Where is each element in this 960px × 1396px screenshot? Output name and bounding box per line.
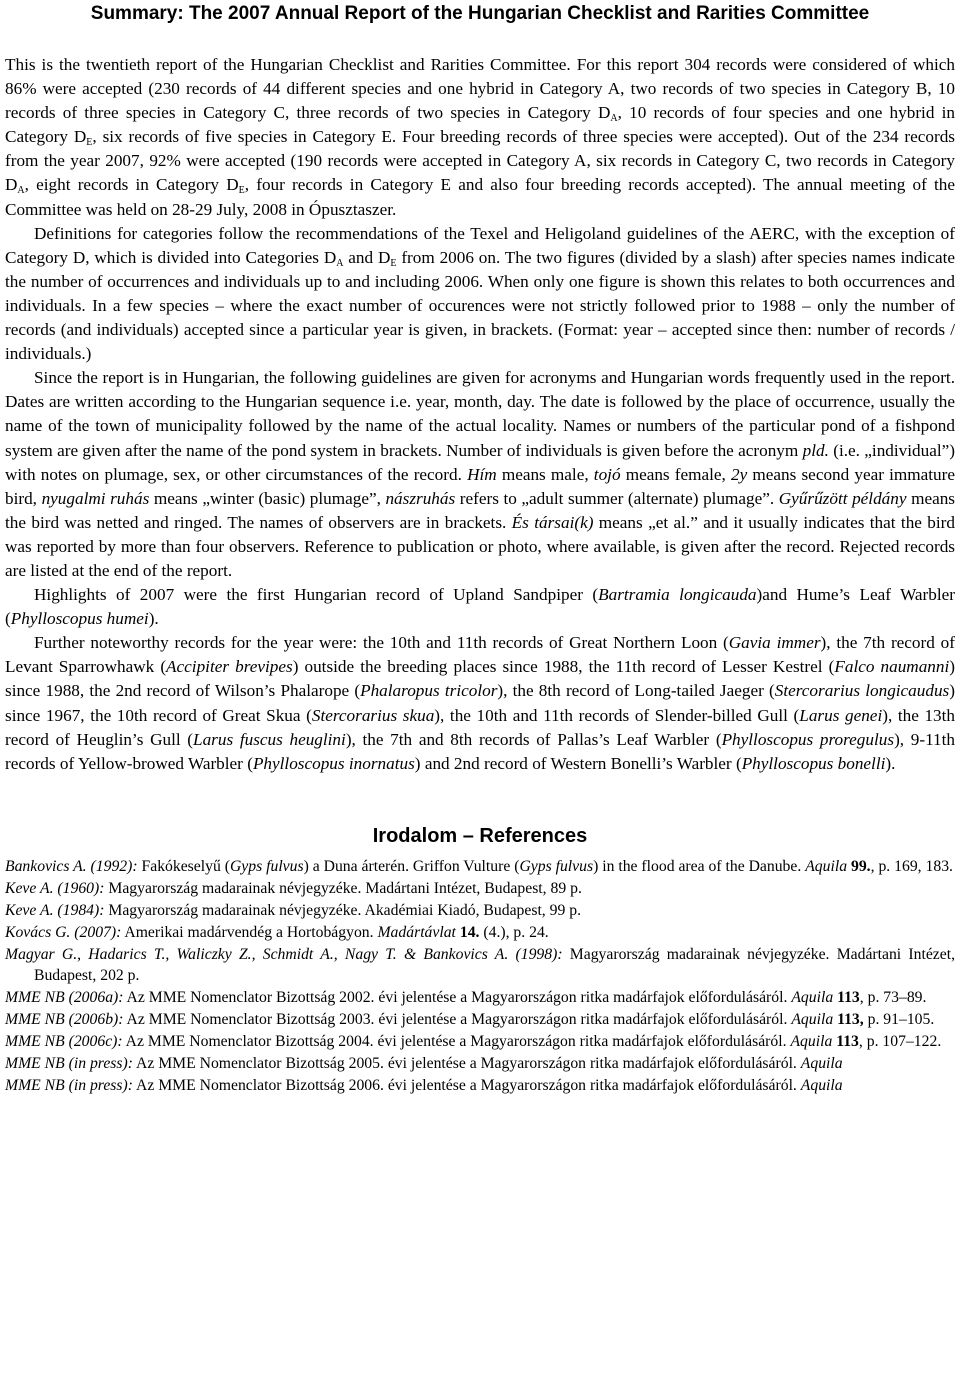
subscript-text: E bbox=[86, 137, 93, 149]
reference-entry bbox=[5, 878, 955, 900]
body-paragraph bbox=[5, 583, 955, 631]
body-paragraph bbox=[5, 53, 955, 222]
text-run: , p. 169, 183. bbox=[870, 857, 953, 875]
italic-text: Aquila bbox=[791, 989, 834, 1007]
text-run: means female, bbox=[620, 464, 732, 484]
italic-text: Keve A. (1960): bbox=[5, 879, 105, 897]
italic-text: És társai(k) bbox=[511, 512, 594, 532]
bold-text: 99. bbox=[850, 857, 871, 875]
italic-text: Hím bbox=[467, 464, 497, 484]
text-run: p. 91–105. bbox=[863, 1011, 935, 1029]
italic-text: Stercorarius longicaudus bbox=[774, 681, 950, 701]
text-run: ), the 13th record of Heuglin’s Gull ( bbox=[5, 705, 956, 749]
text-run: This is the twentieth report of the Hungarian Checklist and Rarities Committee. For this report 304 records were considered of which 86% were accepted (230 records of 44 different species and one hybrid in Category A, two records of two species in Category B, 10 records of three species in Category C, three records of two species in Category D bbox=[5, 55, 955, 123]
text-run: ) since 1967, the 10th record of Great Skua ( bbox=[5, 681, 955, 725]
subscript-text: A bbox=[17, 185, 25, 197]
text-run: , four records in Category E and also four breeding records accepted). The annual meeting of the Committee was held on 28-29 July, 2008 in Ópusztaszer. bbox=[5, 175, 955, 219]
italic-text: Aquila bbox=[805, 857, 848, 875]
italic-text: Gavia immer bbox=[728, 633, 821, 653]
text-run: ), the 7th and 8th records of Pallas’s Leaf Warbler ( bbox=[345, 729, 722, 749]
text-run: ), the 8th record of Long-tailed Jaeger ( bbox=[497, 681, 775, 701]
text-run: ), the 7th record of Levant Sparrowhawk ( bbox=[5, 633, 955, 677]
body-paragraph bbox=[5, 366, 955, 583]
text-run: ). bbox=[148, 609, 159, 629]
italic-text: Phylloscopus humei bbox=[10, 609, 149, 629]
reference-entry bbox=[5, 944, 955, 987]
reference-entry bbox=[5, 922, 955, 944]
text-run: Since the report is in Hungarian, the following guidelines are given for acronyms and Hungarian words frequently used in the report. Dates are written according to the Hungarian sequence i.e. year, month, day. The date is followed by the place of occurrence, usually the name of the town of municipality followed by the name of the actual locality. Names or numbers of the particular pond of a fishpond system are given after the name of the pond system in brackets. Number of individuals is given before the acronym bbox=[5, 368, 955, 460]
italic-text: Kovács G. (2007): bbox=[5, 923, 122, 941]
bold-text: 113 bbox=[836, 1033, 859, 1051]
italic-text: 2y bbox=[731, 464, 748, 484]
text-run: , p. 107–122. bbox=[858, 1033, 942, 1051]
reference-entry bbox=[5, 900, 955, 922]
text-run: Magyarország madarainak névjegyzéke. Akadémiai Kiadó, Budapest, 99 p. bbox=[104, 901, 582, 919]
text-run: ), the 10th and 11th records of Slender-billed Gull ( bbox=[434, 705, 800, 725]
italic-text: Gyps fulvus bbox=[229, 857, 304, 875]
reference-entry bbox=[5, 856, 955, 878]
italic-text: Phylloscopus proregulus bbox=[721, 729, 895, 749]
bold-text: 113, bbox=[837, 1011, 864, 1029]
text-run: (i.e. „individual”) with notes on plumage, sex, or other circumstances of the record. bbox=[5, 440, 955, 484]
italic-text: Accipiter brevipes bbox=[166, 657, 293, 677]
italic-text: Falco naumanni bbox=[834, 657, 950, 677]
text-run: ) and 2nd record of Western Bonelli’s Warbler ( bbox=[414, 753, 742, 773]
text-run: Magyarország madarainak névjegyzéke. Madártani Intézet, Budapest, 202 p. bbox=[34, 945, 955, 985]
italic-text: MME NB (2006a): bbox=[5, 989, 124, 1007]
text-run: Highlights of 2007 were the first Hungarian record of Upland Sandpiper ( bbox=[34, 585, 599, 605]
text-run: Magyarország madarainak névjegyzéke. Madártani Intézet, Budapest, 89 p. bbox=[104, 879, 582, 897]
reference-entry bbox=[5, 1031, 955, 1053]
italic-text: Phalaropus tricolor bbox=[360, 681, 498, 701]
text-run: (4.), p. 24. bbox=[479, 923, 549, 941]
italic-text: Phylloscopus inornatus bbox=[252, 753, 415, 773]
subscript-text: E bbox=[390, 257, 397, 269]
italic-text: Gyűrűzött példány bbox=[778, 488, 907, 508]
italic-text: pld. bbox=[802, 440, 829, 460]
italic-text: MME NB (in press): bbox=[5, 1077, 133, 1095]
italic-text: Larus fuscus heuglini bbox=[193, 729, 346, 749]
text-run: Further noteworthy records for the year were: the 10th and 11th records of Great Northern Loon ( bbox=[34, 633, 729, 653]
text-run: Az MME Nomenclator Bizottság 2006. évi jelentése a Magyarországon ritka madárfajok előfordulásáról. bbox=[132, 1077, 801, 1095]
text-run: ). bbox=[885, 753, 896, 773]
subscript-text: E bbox=[238, 185, 245, 197]
reference-entry bbox=[5, 1053, 955, 1075]
bold-text: 113 bbox=[837, 989, 860, 1007]
summary-body bbox=[5, 53, 955, 776]
text-run: Az MME Nomenclator Bizottság 2004. évi jelentése a Magyarországon ritka madárfajok előfordulásáról. bbox=[122, 1033, 791, 1051]
italic-text: nászruhás bbox=[385, 488, 456, 508]
text-run: and D bbox=[343, 247, 391, 267]
italic-text: Bartramia longicauda bbox=[598, 585, 757, 605]
italic-text: Aquila bbox=[800, 1077, 843, 1095]
italic-text: Phylloscopus bonelli bbox=[741, 753, 886, 773]
text-run: )and Hume’s Leaf Warbler ( bbox=[5, 585, 955, 629]
references-heading: Irodalom – References bbox=[372, 824, 588, 847]
text-run: Az MME Nomenclator Bizottság 2005. évi jelentése a Magyarországon ritka madárfajok előfordulásáról. bbox=[132, 1055, 801, 1073]
subscript-text: A bbox=[610, 113, 618, 125]
body-paragraph bbox=[5, 222, 955, 367]
page-title: Summary: The 2007 Annual Report of the Hungarian Checklist and Rarities Committee bbox=[90, 3, 870, 24]
italic-text: MME NB (2006c): bbox=[5, 1033, 123, 1051]
reference-entry bbox=[5, 1075, 955, 1097]
text-run: Az MME Nomenclator Bizottság 2002. évi jelentése a Magyarországon ritka madárfajok előfordulásáról. bbox=[123, 989, 792, 1007]
text-run: , six records of five species in Category E. Four breeding records of three species were accepted). Out of the 234 records from the year 2007, 92% were accepted (190 records were accepted in Category A, six records in Category C, two records in Category D bbox=[5, 127, 955, 195]
italic-text: Keve A. (1984): bbox=[5, 901, 105, 919]
italic-text: nyugalmi ruhás bbox=[41, 488, 150, 508]
italic-text: Aquila bbox=[791, 1011, 834, 1029]
italic-text: Aquila bbox=[800, 1055, 843, 1073]
text-run: means second year immature bird, bbox=[5, 464, 955, 508]
italic-text: Bankovics A. (1992): bbox=[5, 857, 138, 875]
text-run: Az MME Nomenclator Bizottság 2003. évi jelentése a Magyarországon ritka madárfajok előfordulásáról. bbox=[123, 1011, 792, 1029]
text-run: means „et al.” and it usually indicates that the bird was reported by more than four observers. Reference to publication or photo, where available, is given after the record. Rejected records are listed at the end of the report. bbox=[5, 512, 955, 580]
text-run: , 10 records of four species and one hybrid in Category D bbox=[5, 103, 955, 147]
reference-entry bbox=[5, 1009, 955, 1031]
text-run: Fakókeselyű ( bbox=[137, 857, 230, 875]
italic-text: Magyar G., Hadarics T., Waliczky Z., Schmidt A., Nagy T. & Bankovics A. (1998): bbox=[5, 945, 563, 963]
bold-text: 14. bbox=[459, 923, 480, 941]
italic-text: Gyps fulvus bbox=[519, 857, 594, 875]
text-run: ), 9-11th records of Yellow-browed Warbler ( bbox=[5, 729, 955, 773]
references-list bbox=[5, 856, 955, 1097]
italic-text: MME NB (in press): bbox=[5, 1055, 133, 1073]
text-run: ) since 1988, the 2nd record of Wilson’s Phalarope ( bbox=[5, 657, 956, 701]
italic-text: tojó bbox=[593, 464, 621, 484]
text-run: , p. 73–89. bbox=[859, 989, 927, 1007]
text-run: ) in the flood area of the Danube. bbox=[593, 857, 806, 875]
subscript-text: A bbox=[336, 257, 344, 269]
text-run: Amerikai madárvendég a Hortobágyon. bbox=[121, 923, 378, 941]
italic-text: Aquila bbox=[790, 1033, 833, 1051]
text-run: ) a Duna árterén. Griffon Vulture ( bbox=[303, 857, 520, 875]
italic-text: Larus genei bbox=[799, 705, 883, 725]
text-run: means male, bbox=[496, 464, 594, 484]
body-paragraph bbox=[5, 631, 955, 776]
italic-text: Stercorarius skua bbox=[311, 705, 435, 725]
text-run: refers to „adult summer (alternate) plumage”. bbox=[455, 488, 779, 508]
text-run: Definitions for categories follow the recommendations of the Texel and Heligoland guidelines of the AERC, with the exception of Category D, which is divided into Categories D bbox=[5, 223, 955, 267]
italic-text: MME NB (2006b): bbox=[5, 1011, 124, 1029]
reference-entry bbox=[5, 987, 955, 1009]
text-run: , eight records in Category D bbox=[24, 175, 239, 195]
text-run: means „winter (basic) plumage”, bbox=[149, 488, 386, 508]
text-run: ) outside the breeding places since 1988, the 11th record of Lesser Kestrel ( bbox=[292, 657, 835, 677]
text-run: means the bird was netted and ringed. The names of observers are in brackets. bbox=[5, 488, 955, 532]
italic-text: Madártávlat bbox=[377, 923, 456, 941]
text-run: from 2006 on. The two figures (divided by a slash) after species names indicate the number of occurrences and individuals up to and including 2006. When only one figure is shown this relates to both occurrences and individuals. In a few species – where the exact number of occurences were not strictly followed prior to 1988 – only the number of records (and individuals) accepted since a particular year is given, in brackets. (Format: year – accepted since then: number of records / individuals.) bbox=[5, 247, 955, 364]
